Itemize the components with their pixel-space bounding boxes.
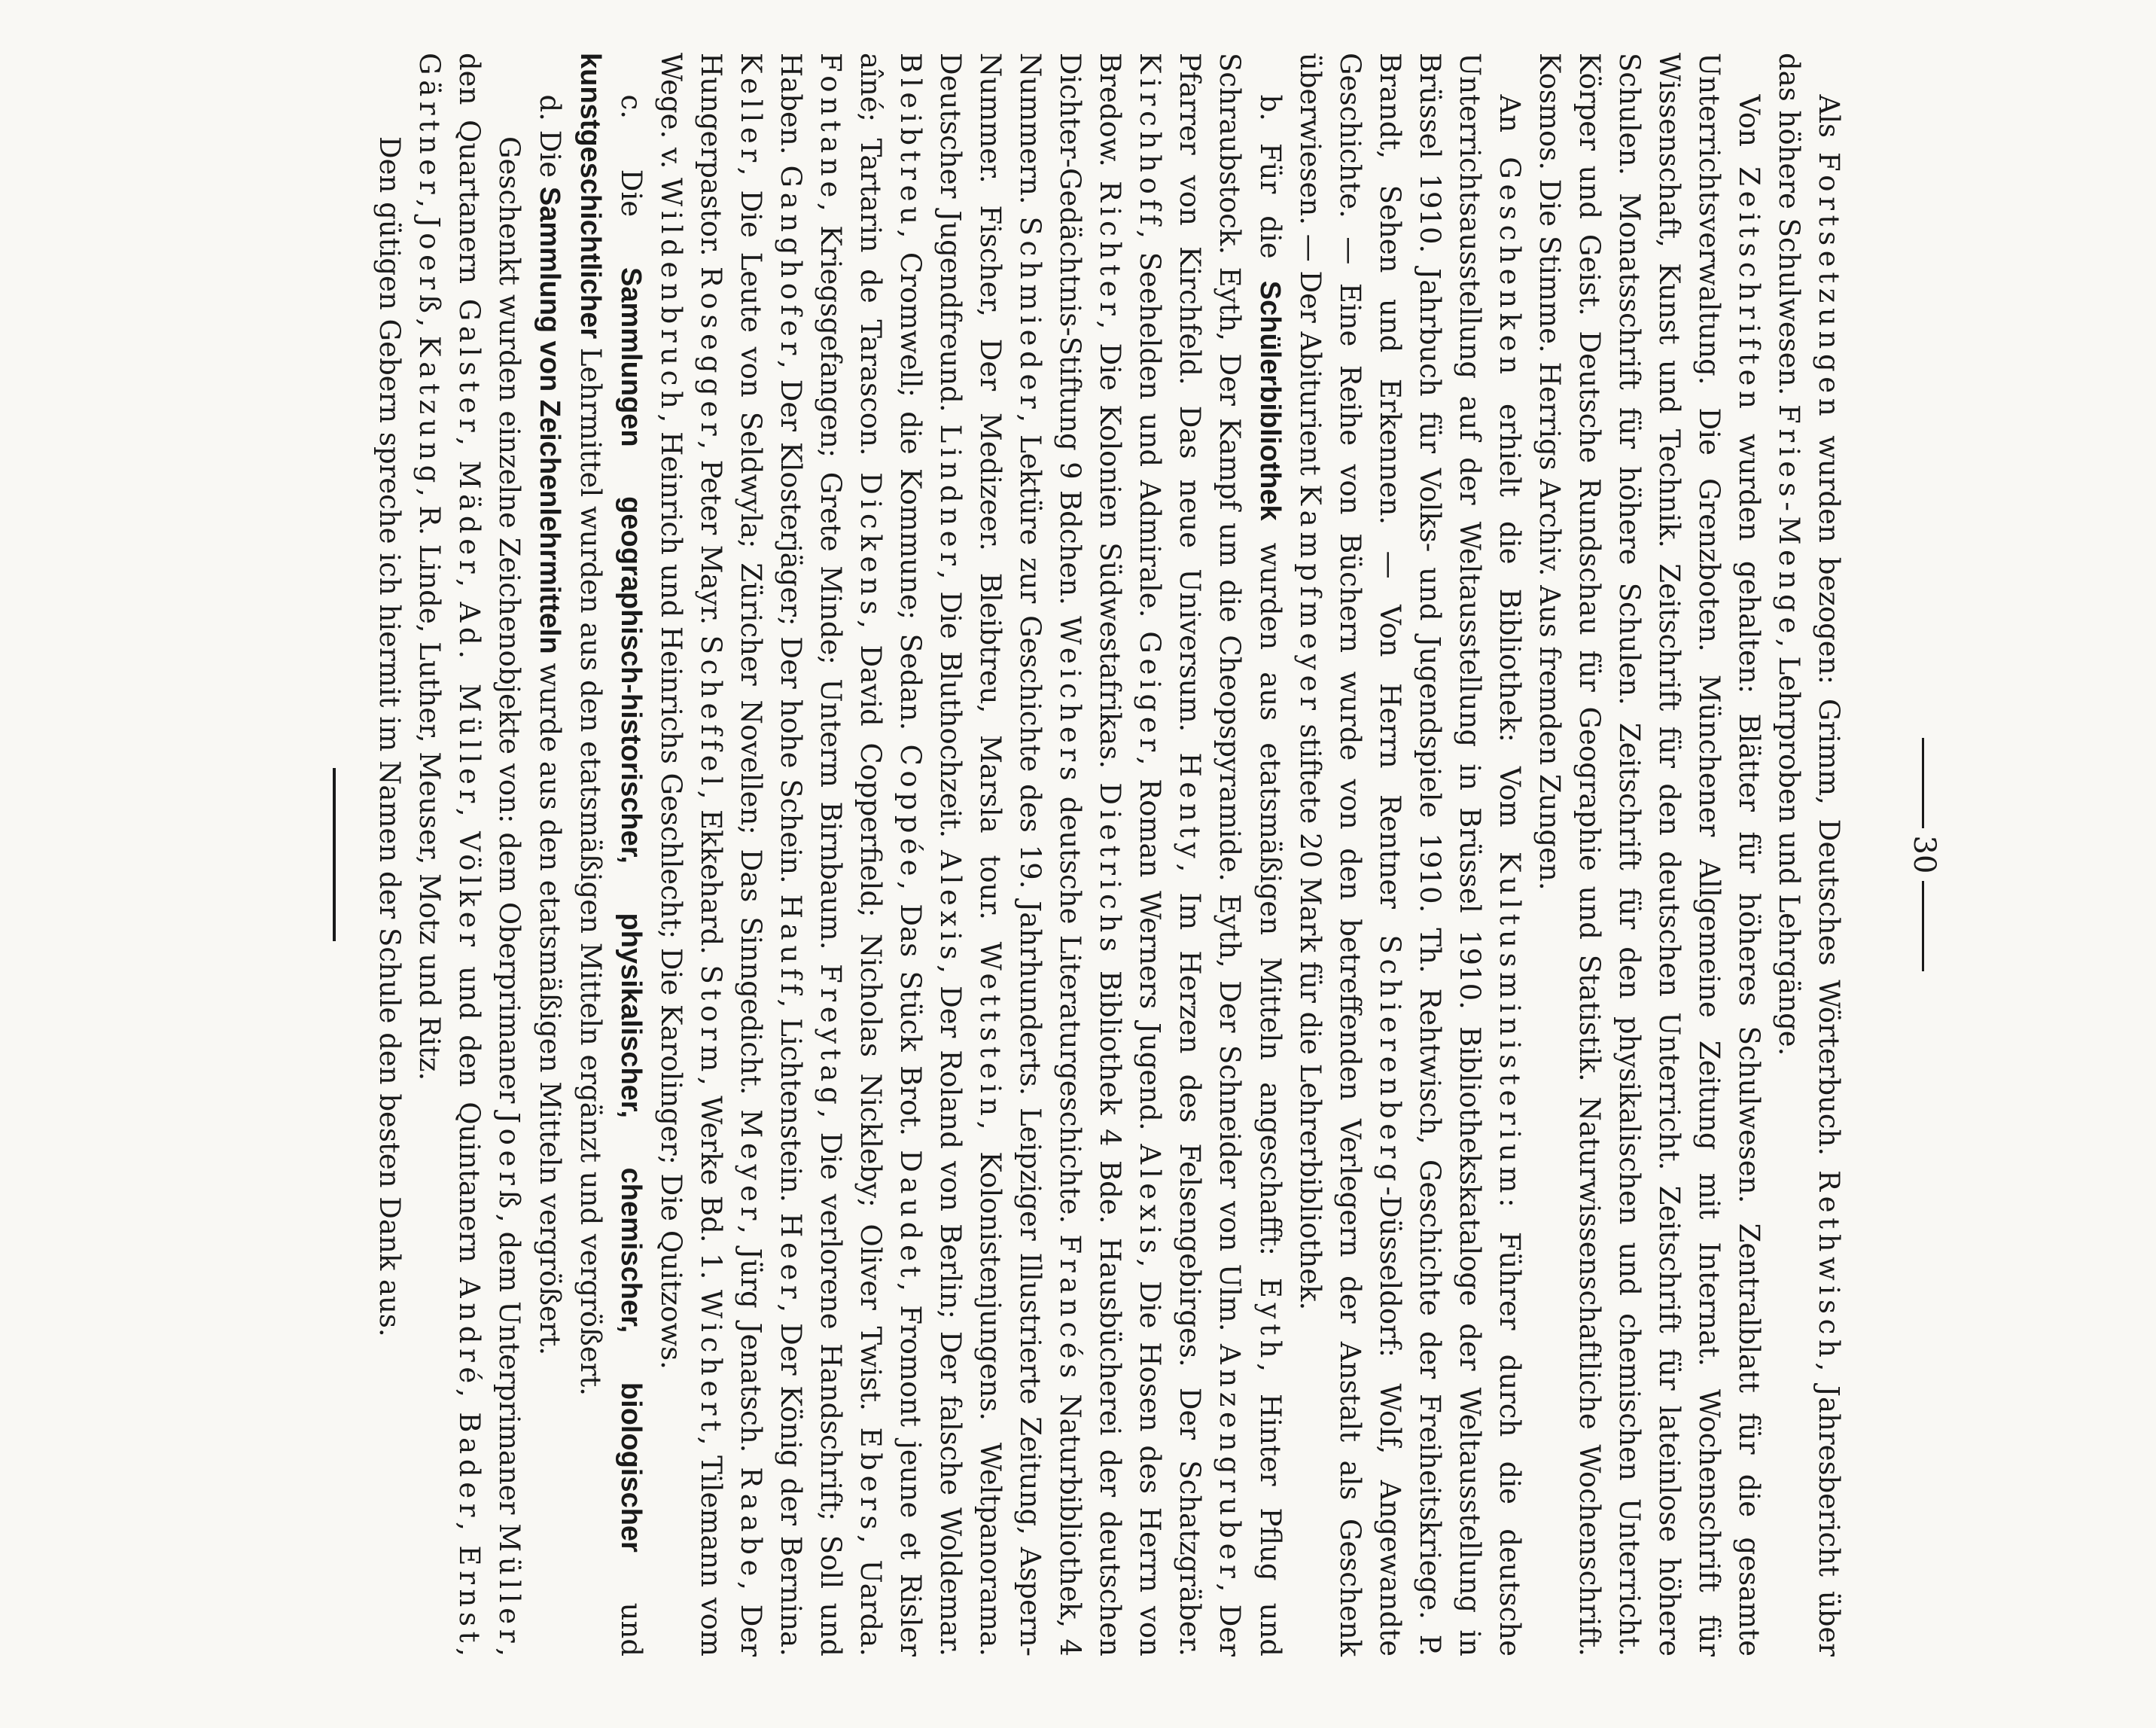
body-text-run: , Der Pfarrer von Kirchfeld. Das neue Universum. bbox=[1174, 53, 1246, 1656]
spaced-name-text: Kirchhoff bbox=[1134, 53, 1166, 230]
spaced-name-text: Katzung bbox=[413, 336, 446, 489]
spaced-name-text: Heer bbox=[775, 1213, 807, 1304]
spaced-name-text: Francés bbox=[1054, 1234, 1086, 1383]
spaced-name-text: Wildenbruch bbox=[655, 178, 687, 414]
body-text-run: , Werke Bd. 1. bbox=[695, 1077, 727, 1290]
body-text-run: Naturbibliothek, 4 Nummern. bbox=[1014, 53, 1086, 1656]
spaced-name-text: Wettstein bbox=[974, 941, 1006, 1121]
spaced-name-text: Müller bbox=[493, 1523, 525, 1648]
body-text-run: , Cromwell; die Kommune; Sedan. bbox=[894, 229, 927, 745]
spaced-name-text: Henty bbox=[1174, 752, 1206, 864]
spaced-name-text: Fontane bbox=[815, 53, 847, 203]
body-text-run: , bbox=[453, 807, 486, 832]
body-text-run: , Der Roland von Berlin; Der falsche Woldemar. bbox=[934, 965, 967, 1656]
body-text-run: erhielt die Bibliothek: Vom bbox=[1494, 379, 1526, 852]
spaced-name-text: Rosegger bbox=[695, 267, 727, 441]
spaced-name-text: Freytag bbox=[815, 964, 847, 1110]
spaced-name-text: Zeitschriften bbox=[1733, 166, 1765, 414]
body-text-run: An bbox=[1494, 94, 1526, 157]
bold-heading-text: kunstgeschichtlicher bbox=[574, 53, 606, 340]
paragraph bbox=[570, 53, 651, 1656]
spaced-name-text: Geiger bbox=[1134, 631, 1166, 757]
spaced-name-text: Hauff bbox=[775, 894, 807, 999]
spaced-name-text: Fortsetzungen bbox=[1813, 151, 1845, 422]
spaced-name-text: Anzengruber bbox=[1214, 1343, 1246, 1583]
spaced-name-text: Joerß bbox=[413, 216, 446, 318]
body-text-run: wurden gehalten: Blätter für höheres Schulwesen. Zentralblatt für die gesamte Unterrichtsverwaltung. Die Grenzboten. Münchener Allgemeine Zeitung mit Internat. Wochenschrift für Wissenschaft, Kunst und Technik. Zeitschrift für den deutschen Unterricht. Zeitschrift für lateinlose höhere Schulen. Monatsschrift für höhere Schulen. Zeitschrift für den physikalischen und chemischen Unterricht. Körper und Geist. Deutsche Rundschau für Geographie und Statistik. Naturwissenschaftliche Wochenschrift. Kosmos. Die Stimme. Herrigs Archiv. Aus fremden Zungen. bbox=[1533, 53, 1765, 1656]
body-text-run: , bbox=[413, 199, 446, 217]
body-text-run: c. Die bbox=[615, 94, 647, 267]
paragraph bbox=[1290, 53, 1530, 1656]
body-text-run: : Führer durch die deutsche Unterrichtsausstellung auf der Weltausstellung in Brüssel 1910. Bibliothekskataloge der Weltausstellung in Brüssel 1910. Jahrbuch für Volks- und Jugendspiele 1910. Th. Rehtwisch, Geschichte der Freiheitskriege. P. Brandt, Sehen und Erkennen. — Von Herrn Rentner bbox=[1374, 53, 1526, 1657]
bold-heading-text: Sammlungen geographisch-historischer, physikalischer, chemischer, biologischer bbox=[615, 267, 647, 1553]
spaced-name-text: Alexis bbox=[1134, 1144, 1166, 1259]
body-text bbox=[370, 53, 1849, 1656]
spaced-name-text: Alexis bbox=[934, 850, 967, 965]
body-text-run: , Tilemann vom Wege. v. bbox=[655, 53, 727, 1657]
body-text-run: , Der König der Bernina. bbox=[775, 1303, 807, 1657]
bold-heading-text: Schülerbibliothek bbox=[1254, 280, 1286, 521]
paragraph bbox=[370, 53, 410, 1656]
body-text-run: , Die Bluthochzeit. bbox=[934, 570, 967, 851]
spaced-name-text: Bader bbox=[453, 1412, 486, 1522]
body-text-run: Von bbox=[1733, 94, 1765, 167]
spaced-name-text: Ernst bbox=[453, 1545, 486, 1648]
spaced-name-text: Joerß bbox=[493, 1112, 525, 1214]
body-text-run: , Kriegsgefangen; Grete Minde; Unterm Birnbaum. bbox=[815, 203, 847, 965]
body-text-run: Als bbox=[1813, 94, 1845, 152]
body-text-run: , Lektüre zur Geschichte des 19. Jahrhunderts. Leipziger Illustrierte Zeitung, Aspern-Nummer. Fischer, Der Medizeer. Bleibtreu, Marsla tour. bbox=[974, 53, 1046, 1656]
spaced-name-text: Wichert bbox=[695, 1289, 727, 1437]
spaced-name-text: Fries-Menge bbox=[1773, 404, 1805, 639]
body-text-run: , bbox=[413, 318, 446, 336]
spaced-name-text: Richter bbox=[1094, 181, 1126, 321]
spaced-name-text: Geschenken bbox=[1494, 157, 1526, 379]
body-text-run: , dem Unterprimaner bbox=[493, 1213, 525, 1524]
body-text-run: -Düsseldorf: Wolf, Angewandte Geschichte. — Eine Reihe von Büchern wurde von den betreffenden Verlegern der Anstalt als Geschenk überwiesen. — Der Abiturient bbox=[1294, 53, 1406, 1656]
body-text-run: wurde aus den etatsmäßigen Mitteln vergrößert. bbox=[534, 654, 566, 1356]
paragraph bbox=[529, 53, 570, 1656]
spaced-name-text: Galster bbox=[453, 298, 486, 437]
body-text-run: b. Für die bbox=[1254, 94, 1287, 281]
spaced-name-text: Gärtner bbox=[413, 53, 446, 200]
body-text-run: , bbox=[453, 1388, 486, 1413]
spaced-name-text: Kultusministerium bbox=[1494, 851, 1526, 1199]
body-text-run: , Lichtenstein. bbox=[775, 998, 807, 1214]
spaced-name-text: Daudet bbox=[894, 1150, 927, 1283]
body-text-run: , David Copperfield; Nicholas Nickleby; Oliver Twist. bbox=[854, 620, 887, 1428]
spaced-name-text: Dickens bbox=[854, 472, 887, 620]
spaced-name-text: Eyth bbox=[1254, 1277, 1287, 1364]
body-text-run: , Der Klosterjäger; Der hohe Schein. bbox=[775, 359, 807, 894]
rotated-document-page bbox=[291, 45, 1954, 1664]
spaced-name-text: Bleibtreu bbox=[894, 53, 927, 230]
spaced-name-text: Lindner bbox=[934, 424, 967, 571]
body-text-run: , Fromont jeune et Risler aîné; Tartarin de Tarascon. bbox=[854, 53, 927, 1656]
body-text-run: , Heinrich und Heinrichs Geschlecht; Die Karolinger; Die Quitzows. bbox=[655, 413, 687, 1370]
bold-heading-text: Sammlung von Zeichenlehrmitteln bbox=[534, 186, 565, 654]
body-text-run: , bbox=[453, 437, 486, 461]
spaced-name-text: Schierenberg bbox=[1374, 934, 1406, 1187]
body-text-run: , Hinter Pflug und Schraubstock. Eyth, Der Kampf um die Cheopspyramide. Eyth, Der Schneider von Ulm. bbox=[1214, 53, 1287, 1656]
paragraph bbox=[1530, 53, 1769, 1656]
spaced-name-text: Scheffel bbox=[695, 635, 727, 791]
body-text-run: und den Quintanern bbox=[453, 951, 486, 1278]
body-text-run: deutsche Literaturgeschichte. bbox=[1054, 785, 1086, 1235]
body-text-run: Lehrmittel wurden aus den etatsmäßigen Mitteln ergänzt und vergrößert. bbox=[574, 339, 607, 1396]
body-text-run: , Jahresbericht über das höhere Schulwesen. bbox=[1773, 53, 1845, 1656]
spaced-name-text: Dietrichs bbox=[1094, 782, 1126, 957]
body-text-run: , bbox=[453, 1647, 486, 1656]
body-text-run: , Jürg Jenatsch. bbox=[735, 1224, 767, 1467]
paragraph bbox=[410, 53, 529, 1656]
body-text-run: , Roman Werners Jugend. bbox=[1134, 756, 1166, 1144]
body-text-run: Den gütigen Gebern spreche ich hiermit im Namen der Schule den besten Dank aus. bbox=[373, 136, 406, 1337]
spaced-name-text: Kampfmeyer bbox=[1294, 484, 1326, 715]
spaced-name-text: Coppée bbox=[894, 744, 927, 882]
spaced-name-text: Ad. Müller bbox=[453, 602, 486, 808]
paragraph bbox=[651, 53, 1290, 1656]
body-text-run: , Seehelden und Admirale. bbox=[1134, 230, 1166, 632]
body-text-run: , Uarda. bbox=[854, 1534, 887, 1656]
body-text-run: , Das Stück Brot. bbox=[894, 881, 927, 1150]
body-text-run: , bbox=[453, 1522, 486, 1546]
body-text-run: d. Die bbox=[534, 94, 566, 187]
spaced-name-text: Rethwisch bbox=[1813, 1170, 1845, 1363]
body-text-run: stiftete 20 Mark für die Lehrerbibliothek. bbox=[1294, 715, 1326, 1311]
body-text-run: , R. Linde, Luther, Meuser, Motz und Ritz. bbox=[413, 488, 446, 1081]
end-of-section-rule bbox=[333, 768, 336, 941]
spaced-name-text: Ganghofer bbox=[775, 165, 807, 360]
body-text-run: und bbox=[615, 1552, 647, 1657]
body-text-run: , Die Hosen des Herrn von Bredow. bbox=[1094, 53, 1166, 1656]
spaced-name-text: Völker bbox=[453, 831, 486, 952]
spaced-name-text: Storm bbox=[695, 965, 727, 1077]
body-text-run: , Die Leute von Seldwyla; Züricher Novellen; Das Sinngedicht. bbox=[735, 166, 767, 1110]
body-text-run: , Kolonistenjungens. Weltpanorama. Deutscher Jugendfreund. bbox=[934, 53, 1006, 1656]
spaced-name-text: Meyer bbox=[735, 1109, 767, 1225]
body-text-run: , Die verlorene Handschrift; Soll und Haben. bbox=[775, 53, 847, 1656]
paragraph bbox=[1769, 53, 1849, 1656]
body-text-run: wurden aus etatsmäßigen Mitteln angeschafft: bbox=[1254, 520, 1287, 1278]
spaced-name-text: Mäder bbox=[453, 460, 486, 579]
spaced-name-text: Weichers bbox=[1054, 616, 1086, 786]
body-text-run: , Die Kolonien Südwestafrikas. bbox=[1094, 320, 1126, 783]
body-text-run: , Der Hungerpastor. bbox=[695, 53, 767, 1657]
body-text-run: , Peter Mayr. bbox=[695, 440, 727, 635]
spaced-name-text: Keller bbox=[735, 53, 767, 167]
spaced-name-text: André bbox=[453, 1277, 486, 1388]
body-text-run: , Im Herzen des Felsengebirges. Der Schatzgräber. bbox=[1174, 863, 1206, 1656]
spaced-name-text: Schmieder bbox=[1014, 216, 1046, 414]
page-number bbox=[1894, 45, 1954, 1664]
body-text-run: , bbox=[453, 578, 486, 602]
body-text-run: , den Quartanern bbox=[453, 53, 525, 1656]
spaced-name-text: Ebers bbox=[854, 1427, 887, 1535]
body-text-run: , Lehrproben und Lehrgänge. bbox=[1773, 638, 1805, 1056]
page-number-label: 30 bbox=[1894, 836, 1954, 874]
body-text-run: , Ekkehard. bbox=[695, 790, 727, 965]
spaced-name-text: Raabe bbox=[735, 1467, 767, 1582]
body-text-run: wurden bezogen: Grimm, Deutsches Wörterbuch. bbox=[1813, 421, 1845, 1171]
body-text-run: Bibliothek 4 Bde. Hausbücherei der deutschen Dichter-Gedächtnis-Stiftung 9 Bdchen. bbox=[1054, 53, 1126, 1656]
body-text-run: Geschenkt wurden einzelne Zeichenobjekte von: dem Oberprimaner bbox=[493, 136, 525, 1113]
